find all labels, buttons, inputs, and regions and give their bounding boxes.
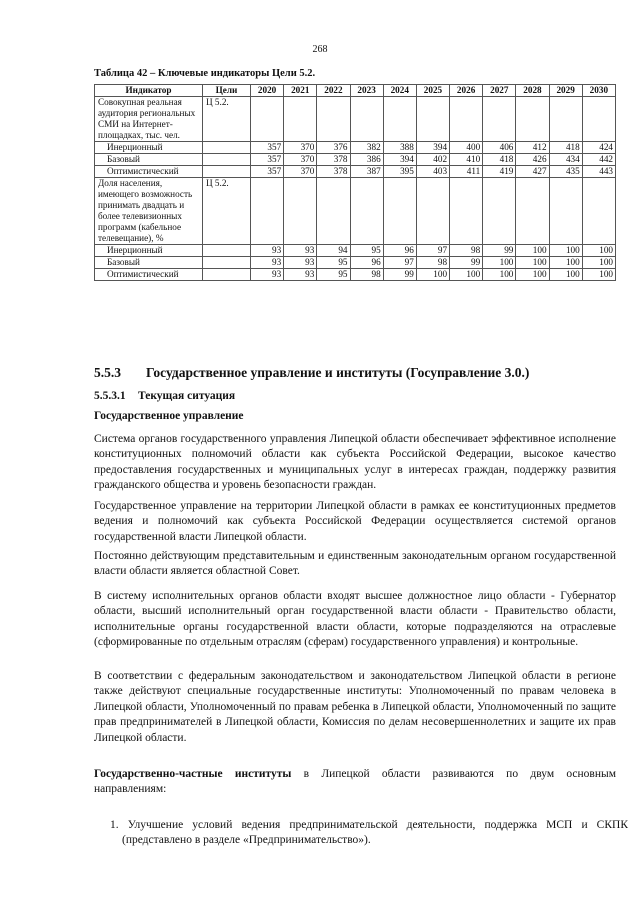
value-cell: 387 [350, 166, 383, 178]
value-cell: 370 [284, 166, 317, 178]
value-cell: 395 [383, 166, 416, 178]
value-cell: 98 [350, 269, 383, 281]
value-cell: 97 [416, 245, 449, 257]
value-cell: 357 [251, 154, 284, 166]
section-title: Государственное управление и институты (Госуправление 3.0.) [146, 365, 530, 380]
table-header-cell: 2027 [483, 85, 516, 97]
empty-cell [203, 269, 251, 281]
empty-cell [516, 97, 549, 142]
value-cell: 410 [450, 154, 483, 166]
paragraph-2: Государственное управление на территории Липецкой области в рамках ее конституционных предметов ведения и полномочий как субъекта Российской Федерации осуществляется системой органов государственной власти Липецкой области. [94, 500, 616, 543]
empty-cell [203, 257, 251, 269]
paragraph-1: Система органов государственного управления Липецкой области обеспечивает эффективное исполнение конституционных полномочий области как субъекта Российской Федерации, высокое качество предоставления государственных и муниципальных услуг в интересах граждан, поддержку развития гражданского общества и уровень безопасности граждан. [94, 433, 616, 492]
empty-cell [416, 178, 449, 245]
empty-cell [317, 178, 350, 245]
ppp-rest: в Липецкой области развиваются по двум основным направлениям: [94, 768, 617, 796]
table-group-row [95, 178, 616, 245]
empty-cell [251, 97, 284, 142]
value-cell: 100 [516, 245, 549, 257]
value-cell: 403 [416, 166, 449, 178]
table-header-cell: 2023 [350, 85, 383, 97]
value-cell: 100 [582, 257, 615, 269]
value-cell: 394 [416, 142, 449, 154]
ppp-paragraph [94, 767, 616, 798]
empty-cell [549, 97, 582, 142]
indicators-table [94, 84, 616, 281]
table-header-cell: 2029 [549, 85, 582, 97]
value-cell: 400 [450, 142, 483, 154]
value-cell: 418 [549, 142, 582, 154]
paragraph-3: Постоянно действующим представительным и единственным законодательным органом государственной власти области является областной Совет. [94, 550, 616, 578]
value-cell: 100 [582, 245, 615, 257]
value-cell: 93 [284, 257, 317, 269]
empty-cell [516, 178, 549, 245]
value-cell: 99 [383, 269, 416, 281]
value-cell: 100 [549, 245, 582, 257]
value-cell: 93 [284, 269, 317, 281]
value-cell: 100 [450, 269, 483, 281]
value-cell: 419 [483, 166, 516, 178]
empty-cell [284, 97, 317, 142]
indicator-goal: Ц 5.2. [203, 97, 251, 142]
indicator-name: Совокупная реальная аудитория региональных СМИ на Интернет-площадках, тыс. чел. [95, 97, 203, 142]
value-cell: 382 [350, 142, 383, 154]
table-row [95, 154, 616, 166]
value-cell: 411 [450, 166, 483, 178]
empty-cell [203, 154, 251, 166]
table-header-cell: 2024 [383, 85, 416, 97]
value-cell: 406 [483, 142, 516, 154]
value-cell: 100 [549, 269, 582, 281]
empty-cell [416, 97, 449, 142]
value-cell: 100 [582, 269, 615, 281]
subheading: Государственное управление [94, 410, 244, 422]
value-cell: 370 [284, 154, 317, 166]
table-row [95, 142, 616, 154]
table-header-cell: 2021 [284, 85, 317, 97]
table-row [95, 245, 616, 257]
table-row [95, 257, 616, 269]
subsection-heading [94, 390, 235, 402]
empty-cell [483, 178, 516, 245]
value-cell: 402 [416, 154, 449, 166]
value-cell: 98 [416, 257, 449, 269]
value-cell: 388 [383, 142, 416, 154]
value-cell: 100 [516, 257, 549, 269]
value-cell: 93 [251, 269, 284, 281]
value-cell: 412 [516, 142, 549, 154]
table-group-row [95, 97, 616, 142]
table-caption: Таблица 42 – Ключевые индикаторы Цели 5.2. [94, 68, 316, 79]
indicator-name: Доля населения, имеющего возможность принимать двадцать и более телевизионных программ (кабельное телевещание), % [95, 178, 203, 245]
scenario-label: Базовый [95, 154, 203, 166]
empty-cell [582, 97, 615, 142]
table-header-cell: 2026 [450, 85, 483, 97]
value-cell: 424 [582, 142, 615, 154]
value-cell: 376 [317, 142, 350, 154]
ppp-bold-term: Государственно-частные институты [94, 768, 292, 780]
empty-cell [450, 178, 483, 245]
value-cell: 96 [383, 245, 416, 257]
table-header-row [95, 85, 616, 97]
page-number: 268 [312, 44, 328, 55]
empty-cell [317, 97, 350, 142]
value-cell: 95 [317, 269, 350, 281]
value-cell: 442 [582, 154, 615, 166]
value-cell: 97 [383, 257, 416, 269]
empty-cell [284, 178, 317, 245]
table-row [95, 269, 616, 281]
section-heading [94, 365, 529, 381]
value-cell: 357 [251, 142, 284, 154]
table-header-cell: 2022 [317, 85, 350, 97]
empty-cell [350, 178, 383, 245]
value-cell: 93 [284, 245, 317, 257]
empty-cell [203, 166, 251, 178]
scenario-label: Базовый [95, 257, 203, 269]
value-cell: 427 [516, 166, 549, 178]
empty-cell [483, 97, 516, 142]
scenario-label: Оптимистический [95, 166, 203, 178]
scenario-label: Инерционный [95, 245, 203, 257]
value-cell: 98 [450, 245, 483, 257]
value-cell: 93 [251, 245, 284, 257]
table-header-cell: 2030 [582, 85, 615, 97]
empty-cell [549, 178, 582, 245]
value-cell: 378 [317, 166, 350, 178]
value-cell: 418 [483, 154, 516, 166]
table-header-cell: 2020 [251, 85, 284, 97]
value-cell: 435 [549, 166, 582, 178]
empty-cell [582, 178, 615, 245]
value-cell: 370 [284, 142, 317, 154]
table-header-cell: 2025 [416, 85, 449, 97]
value-cell: 100 [549, 257, 582, 269]
empty-cell [350, 97, 383, 142]
value-cell: 94 [317, 245, 350, 257]
table-header-cell: Цели [203, 85, 251, 97]
paragraph-4: В систему исполнительных органов области входят высшее должностное лицо области - Губернатор области, высший исполнительный орган государственной власти области - Правительство области, исполнительные органы государственной власти области, которые подразделяются на отраслевые (сформированные по отдельным отраслям (сферам) государственного управления) и контрольные. [94, 590, 616, 649]
value-cell: 386 [350, 154, 383, 166]
table-row [95, 166, 616, 178]
value-cell: 434 [549, 154, 582, 166]
value-cell: 95 [317, 257, 350, 269]
list-item-1: 1. Улучшение условий ведения предпринимательской деятельности, поддержка МСП и СКПК (представлено в разделе «Предпринимательство»). [110, 819, 628, 847]
value-cell: 93 [251, 257, 284, 269]
indicator-goal: Ц 5.2. [203, 178, 251, 245]
paragraph-5: В соответствии с федеральным законодательством и законодательством Липецкой области в регионе также действуют специальные государственные институты: Уполномоченный по правам человека в Липецкой области, Уполномоченный по правам ребенка в Липецкой области, Уполномоченный по защите прав предпринимателей в Липецкой области, Комиссия по делам несовершеннолетних и защите их прав Липецкой области. [94, 670, 616, 744]
value-cell: 100 [516, 269, 549, 281]
empty-cell [203, 245, 251, 257]
table-header-cell: Индикатор [95, 85, 203, 97]
empty-cell [450, 97, 483, 142]
table-header-cell: 2028 [516, 85, 549, 97]
subsection-number: 5.5.3.1 [94, 390, 126, 402]
value-cell: 426 [516, 154, 549, 166]
subsection-title: Текущая ситуация [138, 390, 236, 402]
value-cell: 100 [483, 257, 516, 269]
value-cell: 99 [483, 245, 516, 257]
empty-cell [383, 178, 416, 245]
value-cell: 443 [582, 166, 615, 178]
value-cell: 100 [416, 269, 449, 281]
value-cell: 378 [317, 154, 350, 166]
empty-cell [251, 178, 284, 245]
scenario-label: Инерционный [95, 142, 203, 154]
section-number: 5.5.3 [94, 365, 121, 380]
value-cell: 96 [350, 257, 383, 269]
value-cell: 357 [251, 166, 284, 178]
empty-cell [203, 142, 251, 154]
value-cell: 95 [350, 245, 383, 257]
value-cell: 99 [450, 257, 483, 269]
value-cell: 394 [383, 154, 416, 166]
value-cell: 100 [483, 269, 516, 281]
scenario-label: Оптимистический [95, 269, 203, 281]
empty-cell [383, 97, 416, 142]
